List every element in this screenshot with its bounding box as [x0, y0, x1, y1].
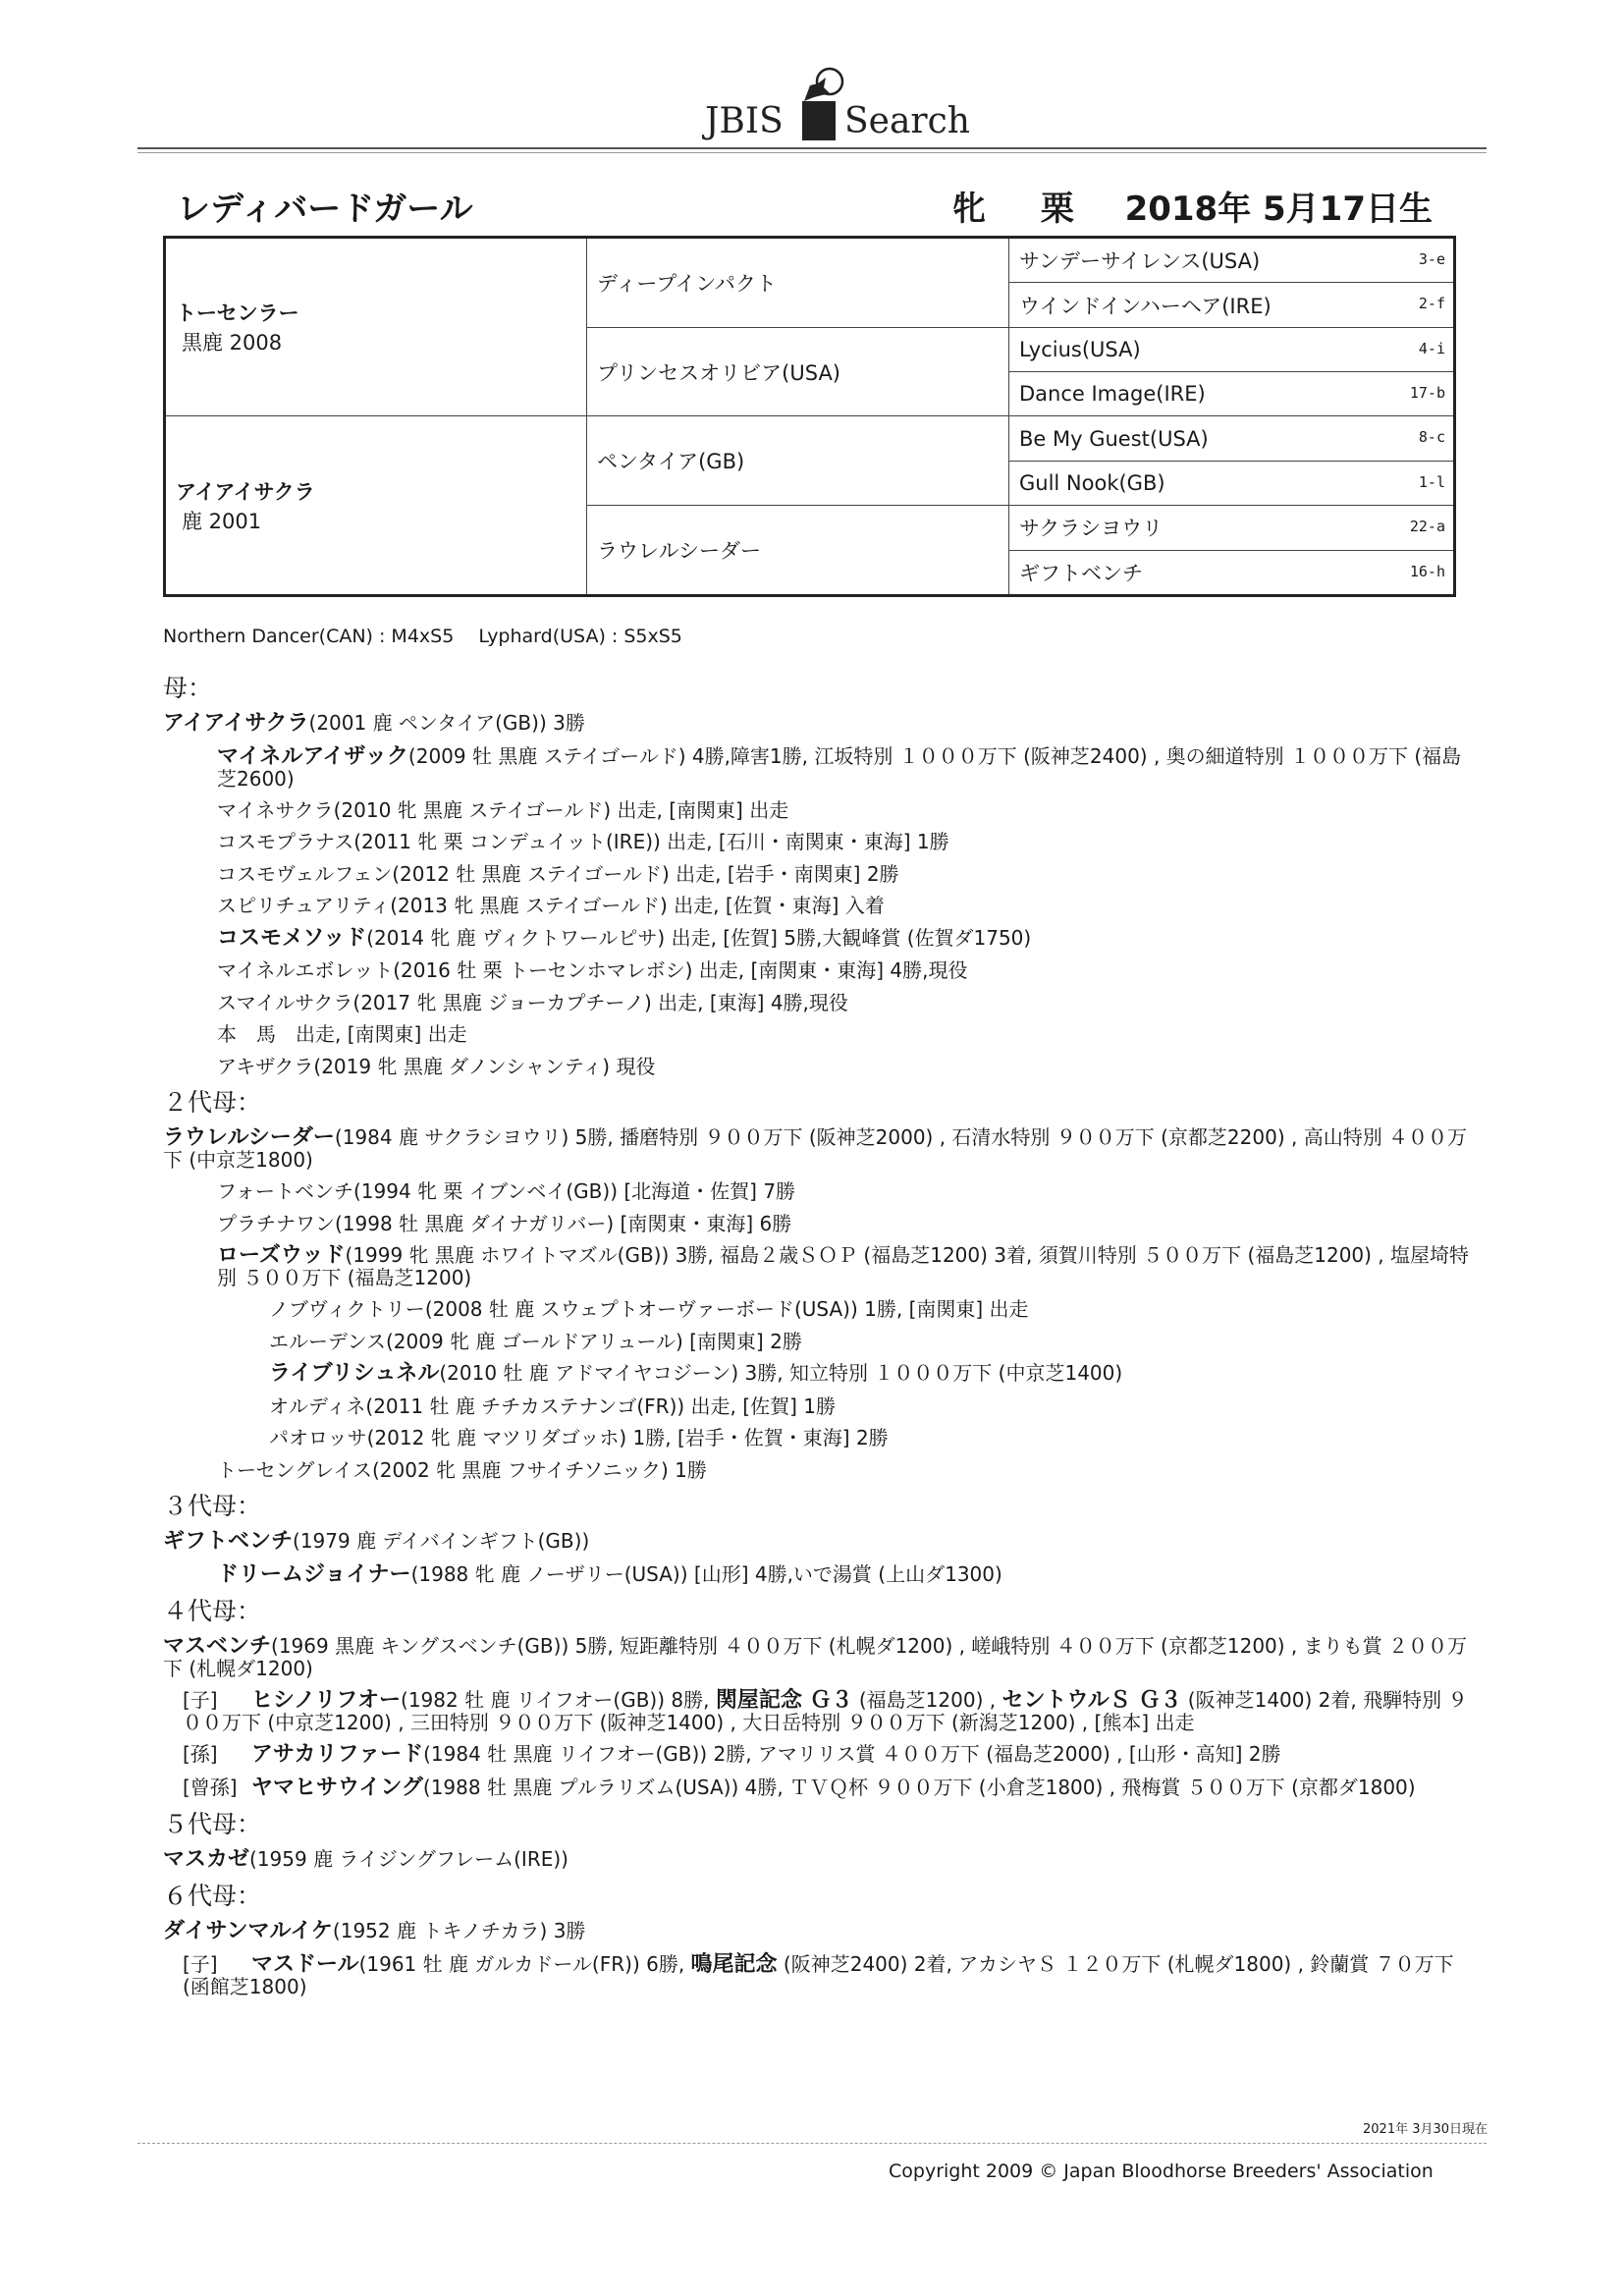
offspring-row: スマイルサクラ(2017 牝 黒鹿 ジョーカプチーノ) 出走, [東海] 4勝,現役: [217, 990, 848, 1014]
pedigree-dam-dam: ラウレルシーダー: [587, 506, 1009, 596]
grand-offspring-row: ノブヴィクトリー(2008 牡 鹿 スウェプトオーヴァーボード(USA)) 1勝, [南関東] 出走: [269, 1297, 1029, 1321]
offspring-row: ローズウッド(1999 牝 黒鹿 ホワイトマズル(GB)) 3勝, 福島２歳ＳＯＰ (福島芝1200) 3着, 須賀川特別 ５００万下 (福島芝1200) , 塩屋埼特別 ５００万下 (福島芝1200): [217, 1243, 1470, 1289]
offspring-row: アキザクラ(2019 牝 黒鹿 ダノンシャンティ) 現役: [217, 1054, 656, 1078]
offspring-row: マイネルアイザック(2009 牡 黒鹿 ステイゴールド) 4勝,障害1勝, 江坂特別 １０００万下 (阪神芝2400) , 奥の細道特別 １０００万下 (福島芝2600): [217, 743, 1462, 791]
header-rule: [137, 147, 1487, 153]
offspring-row: トーセングレイス(2002 牝 黒鹿 フサイチソニック) 1勝: [217, 1457, 707, 1482]
dam-name: アイアイサクラ: [176, 479, 315, 504]
family-records: [163, 668, 1479, 2002]
section-heading-5th-dam: ５代母：: [163, 1809, 262, 1838]
offspring-row-self: 本 馬 出走, [南関東] 出走: [217, 1022, 467, 1046]
offspring-row: フォートベンチ(1994 牝 栗 イブンベイ(GB)) [北海道・佐賀] 7勝: [217, 1179, 796, 1203]
offspring-row: マイネサクラ(2010 牝 黒鹿 ステイゴールド) 出走, [南関東] 出走: [217, 797, 789, 822]
grand-offspring-row: エルーデンス(2009 牝 鹿 ゴールドアリュール) [南関東] 2勝: [269, 1329, 802, 1353]
section-heading-6th-dam: ６代母：: [163, 1882, 262, 1910]
pedigree-sire-cell: [165, 238, 587, 416]
dam-line: ラウレルシーダー(1984 鹿 サクラシヨウリ) 5勝, 播磨特別 ９００万下 (阪神芝2000) , 石清水特別 ９００万下 (京都芝2200) , 高山特別 ４００万下 (中京芝1800): [163, 1125, 1468, 1172]
section-heading-2nd-dam: ２代母：: [163, 1088, 262, 1117]
pedigree-gg-5: Be My Guest(USA) 8-c: [1009, 416, 1455, 461]
grand-offspring-row: ライブリシュネル(2010 牡 鹿 アドマイヤコジーン) 3勝, 知立特別 １０００万下 (中京芝1400): [269, 1361, 1123, 1386]
pedigree-table: [163, 236, 1456, 597]
offspring-row: ドリームジョイナー(1988 牝 鹿 ノーザリー(USA)) [山形] 4勝,いで湯賞 (上山ダ1300): [217, 1561, 1002, 1587]
descendant-row: [曾孫] ヤマヒサウイング(1988 牡 黒鹿 プルラリズム(USA)) 4勝, ＴＶＱ杯 ９００万下 (小倉芝1800) , 飛梅賞 ５００万下 (京都ダ1800): [183, 1775, 1416, 1800]
offspring-row: コスモプラナス(2011 牝 栗 コンデュイット(IRE)) 出走, [石川・南関東・東海] 1勝: [217, 830, 949, 853]
pedigree-gg-4: Dance Image(IRE) 17-b: [1009, 372, 1455, 416]
pedigree-dam-sire: ペンタイア(GB): [587, 416, 1009, 506]
pedigree-gg-3: Lycius(USA) 4-i: [1009, 327, 1455, 371]
descendant-row: [孫] アサカリファード(1984 牡 黒鹿 リイフオー(GB)) 2勝, アマリリス賞 ４００万下 (福島芝2000) , [山形・高知] 2勝: [183, 1742, 1281, 1767]
grand-offspring-row: オルディネ(2011 牡 鹿 チチカステナンゴ(FR)) 出走, [佐賀] 1勝: [269, 1394, 836, 1418]
pedigree-dam-cell: [165, 416, 587, 596]
jbis-search-logo: [687, 54, 970, 147]
horse-title-row: [177, 182, 1433, 231]
offspring-row: コスモヴェルフェン(2012 牡 黒鹿 ステイゴールド) 出走, [岩手・南関東] 2勝: [217, 861, 899, 886]
as-of-date: 2021年 3月30日現在: [1363, 2122, 1489, 2137]
horse-emblem-icon: [800, 64, 844, 142]
logo-text-jbis: JBIS: [705, 101, 784, 141]
inbreeding-note: Northern Dancer(CAN) : M4xS5 Lyphard(USA) : S5xS5: [163, 626, 682, 647]
horse-sex-color: 牝 栗: [952, 190, 1096, 229]
pedigree-gg-8: ギフトベンチ 16-h: [1009, 550, 1455, 595]
grand-offspring-row: パオロッサ(2012 牝 鹿 マツリダゴッホ) 1勝, [岩手・佐賀・東海] 2勝: [269, 1426, 889, 1449]
offspring-row: マイネルエボレット(2016 牡 栗 トーセンホマレボシ) 出走, [南関東・東海] 4勝,現役: [217, 958, 968, 982]
pedigree-gg-6: Gull Nook(GB) 1-l: [1009, 461, 1455, 505]
section-heading-4th-dam: ４代母：: [163, 1597, 262, 1625]
section-heading-dam: 母：: [163, 674, 213, 702]
pedigree-gg-2: ウインドインハーヘア(IRE) 2-f: [1009, 283, 1455, 327]
sire-name: トーセンラー: [176, 301, 299, 326]
section-heading-3rd-dam: ３代母：: [163, 1492, 262, 1520]
sire-info: 黒鹿 2008: [182, 331, 283, 355]
descendant-row: [子] マスドール(1961 牡 鹿 ガルカドール(FR)) 6勝, 鳴尾記念 (阪神芝2400) 2着, アカシヤＳ １２０万下 (札幌ダ1800) , 鈴蘭賞 ７０万下 (函館芝1800): [183, 1951, 1454, 1998]
pedigree-gg-1: サンデーサイレンス(USA) 3-e: [1009, 238, 1455, 283]
dam-line: ギフトベンチ(1979 鹿 デイバインギフト(GB)): [163, 1529, 590, 1554]
offspring-row: プラチナワン(1998 牡 黒鹿 ダイナガリバー) [南関東・東海] 6勝: [217, 1211, 792, 1235]
pedigree-sire-dam: プリンセスオリビア(USA): [587, 327, 1009, 416]
footer-rule: [137, 2143, 1487, 2144]
offspring-row: スピリチュアリティ(2013 牝 黒鹿 ステイゴールド) 出走, [佐賀・東海] 入着: [217, 894, 885, 917]
descendant-row: [子] ヒシノリフオー(1982 牡 鹿 リイフオー(GB)) 8勝, 関屋記念 Ｇ３ (福島芝1200) , セントウルＳ Ｇ３ (阪神芝1400) 2着, 飛騨特別 ９００万下 (中京芝1200) , 三田特別 ９００万下 (阪神芝1400) , 大日岳特別 ９００万下 (新潟芝1200) , [熊本] 出走: [183, 1688, 1468, 1734]
dam-line: マスベンチ(1969 黒鹿 キングスベンチ(GB)) 5勝, 短距離特別 ４００万下 (札幌ダ1200) , 嵯峨特別 ４００万下 (京都芝1200) , まりも賞 ２００万下 (札幌ダ1200): [163, 1634, 1467, 1680]
offspring-row: コスモメソッド(2014 牝 鹿 ヴィクトワールピサ) 出走, [佐賀] 5勝,大観峰賞 (佐賀ダ1750): [217, 925, 1032, 951]
horse-birth-date: 2018年 5月17日生: [1124, 190, 1433, 229]
dam-line: アイアイサクラ(2001 鹿 ペンタイア(GB)) 3勝: [163, 711, 585, 736]
dam-line: ダイサンマルイケ(1952 鹿 トキノチカラ) 3勝: [163, 1919, 586, 1943]
logo-text-search: Search: [844, 101, 970, 141]
dam-info: 鹿 2001: [182, 509, 262, 533]
copyright: Copyright 2009 © Japan Bloodhorse Breeders' Association: [889, 2160, 1434, 2182]
pedigree-sire-sire: ディープインパクト: [587, 238, 1009, 328]
horse-name: レディバードガール: [177, 190, 473, 229]
pedigree-gg-7: サクラシヨウリ 22-a: [1009, 506, 1455, 550]
dam-line: マスカゼ(1959 鹿 ライジングフレーム(IRE)): [163, 1846, 568, 1872]
